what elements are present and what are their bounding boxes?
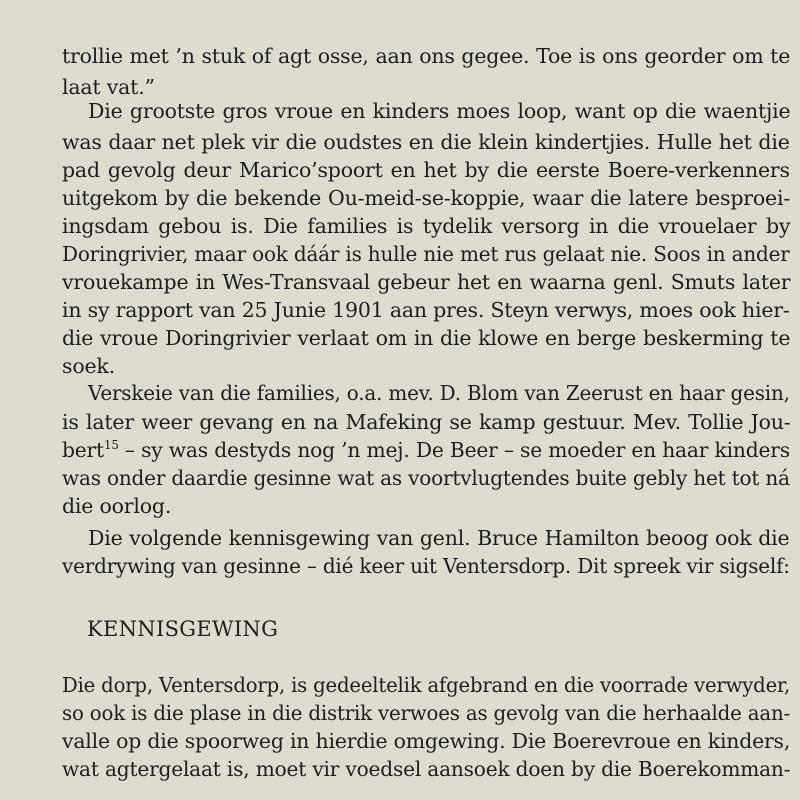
text-line: uitgekom by die bekende Ou-meid-se-koppie, waar die latere besproei-: [62, 186, 791, 210]
text-line: ingsdam gebou is. Die families is tydelik versorg in die vrouelaer by: [62, 214, 791, 238]
text-line: [62, 440, 790, 461]
text-line: Die dorp, Ventersdorp, is gedeeltelik afgebrand en die voorrade verwyder,: [62, 673, 791, 697]
text-line: trollie met ’n stuk of agt osse, aan ons gegee. Toe is ons georder om te: [62, 44, 791, 68]
text-line: wat agtergelaat is, moet vir voedsel aansoek doen by die Boerekomman-: [62, 757, 791, 781]
text-line: Doringrivier, maar ook dáár is hulle nie met rus gelaat nie. Soos in ander: [62, 242, 790, 266]
text-line: so ook is die plase in die distrik verwoes as gevolg van die herhaalde aan-: [62, 701, 791, 725]
text-line: Die grootste gros vroue en kinders moes loop, want op die waentjie: [88, 99, 791, 123]
text-fragment: – sy was destyds nog ’n mej. De Beer – se moeder en haar kinders: [118, 438, 790, 462]
text-line: Verskeie van die families, o.a. mev. D. Blom van Zeerust en haar gesin,: [88, 381, 790, 405]
footnote-marker: 15: [103, 438, 119, 453]
text-line: was onder daardie gesinne wat as voortvlugtendes buite gebly het tot ná: [62, 466, 790, 490]
text-line: was daar net plek vir die oudstes en die klein kindertjies. Hulle het die: [62, 130, 790, 154]
text-line: laat vat.”: [62, 75, 155, 99]
text-line: pad gevolg deur Marico’spoort en het by die eerste Boere-verkenners: [62, 158, 790, 182]
text-line: is later weer gevang en na Mafeking se kamp gestuur. Mev. Tollie Jou-: [62, 410, 791, 434]
text-line: verdrywing van gesinne – dié keer uit Ventersdorp. Dit spreek vir sigself:: [62, 554, 790, 578]
text-fragment: bert: [62, 438, 104, 462]
section-heading: KENNISGEWING: [87, 617, 279, 641]
text-line: die vroue Doringrivier verlaat om in die klowe en berge beskerming te: [62, 326, 791, 350]
text-line: in sy rapport van 25 Junie 1901 aan pres. Steyn verwys, moes ook hier-: [62, 298, 790, 322]
text-line: valle op die spoorweg in hierdie omgewing. Die Boerevroue en kinders,: [62, 729, 791, 753]
text-line: vrouekampe in Wes-Transvaal gebeur het en waarna genl. Smuts later: [62, 270, 791, 294]
text-line: Die volgende kennisgewing van genl. Bruce Hamilton beoog ook die: [88, 526, 790, 550]
text-line: soek.: [62, 354, 115, 378]
text-line: die oorlog.: [62, 494, 172, 518]
